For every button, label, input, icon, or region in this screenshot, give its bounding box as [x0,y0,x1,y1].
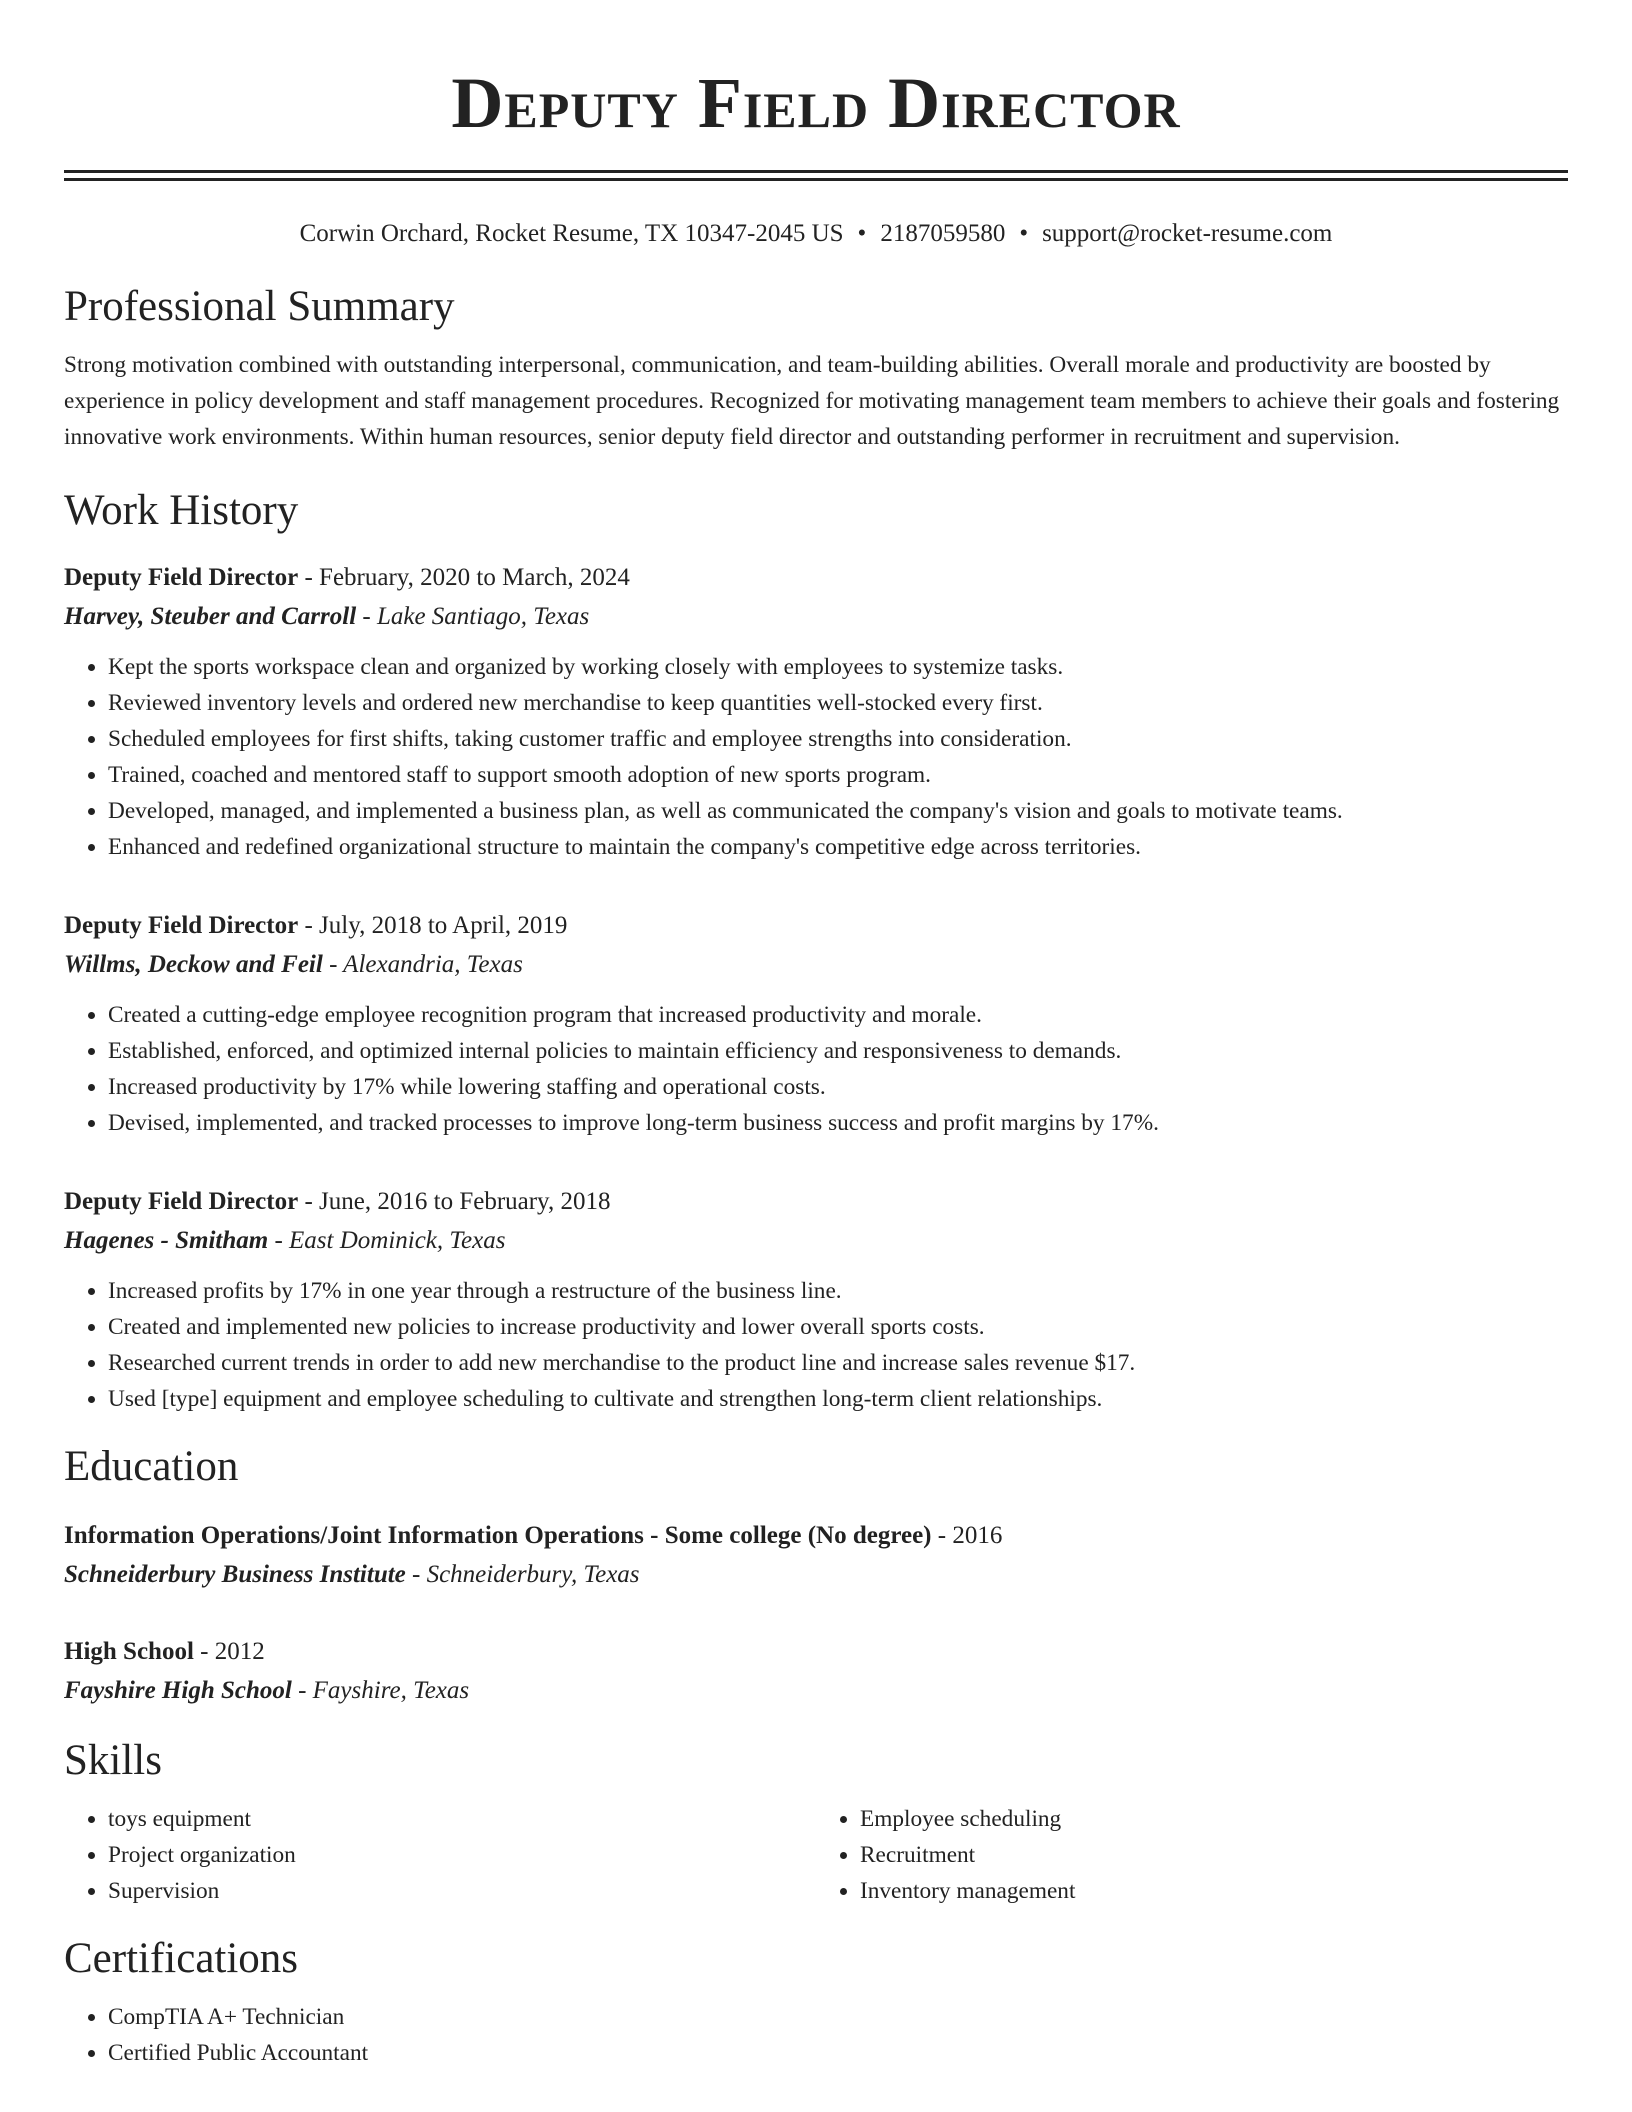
job-entry [64,559,1568,865]
resume-title: Deputy Field Director [451,63,1181,143]
skills-section [64,1733,1568,1909]
skill-item: • Employee scheduling [860,1801,1568,1837]
skill-item: • Supervision [108,1873,816,1909]
education-school: Schneiderbury Business Institute [64,1561,406,1588]
job-title: Deputy Field Director [64,564,299,591]
job-entry [64,907,1568,1141]
job-title-line [64,907,1568,945]
skills-heading: Skills [64,1737,162,1784]
job-company-line [64,945,1568,985]
education-degree: Information Operations/Joint Information Operations - Some college (No degree) [64,1522,932,1549]
contact-email: support@rocket-resume.com [1042,220,1333,247]
job-bullets [64,997,1568,1141]
job-dates: - July, 2018 to April, 2019 [298,912,568,939]
job-bullet: • Developed, managed, and implemented a business plan, as well as communicated the company's vision and goals to motivate teams. [108,793,1568,829]
job-bullet: • Used [type] equipment and employee scheduling to cultivate and strengthen long-term client relationships. [108,1381,1568,1417]
skill-item: • Project organization [108,1837,816,1873]
contact-separator: • [1019,220,1029,247]
job-entry [64,1183,1568,1417]
education-location: - Schneiderbury, Texas [405,1561,640,1588]
job-bullet: • Scheduled employees for first shifts, taking customer traffic and employee strengths into consideration. [108,721,1568,757]
skills-list-right [816,1801,1568,1909]
skills-list-left [64,1801,816,1909]
certifications-section [64,1931,1568,2071]
job-bullet: • Devised, implemented, and tracked processes to improve long-term business success and profit margins by 17%. [108,1105,1568,1141]
skill-item: • Inventory management [860,1873,1568,1909]
certification-item: • CompTIA A+ Technician [108,1999,1568,2035]
skills-columns [64,1801,1568,1909]
job-bullet: • Kept the sports workspace clean and organized by working closely with employees to systemize tasks. [108,649,1568,685]
job-location: - Alexandria, Texas [322,951,523,978]
contact-line [64,217,1568,251]
certification-item: • Certified Public Accountant [108,2035,1568,2071]
job-title-line [64,1183,1568,1221]
education-degree-line [64,1633,1568,1671]
work-history-section [64,483,1568,1417]
certifications-list [64,1999,1568,2071]
skill-item: • Recruitment [860,1837,1568,1873]
job-company: Hagenes - Smitham [64,1227,269,1254]
job-bullet: • Enhanced and redefined organizational structure to maintain the company's competitive edge across territories. [108,829,1568,865]
job-bullet: • Increased productivity by 17% while lowering staffing and operational costs. [108,1069,1568,1105]
job-company: Harvey, Steuber and Carroll [64,603,357,630]
summary-text: Strong motivation combined with outstanding interpersonal, communication, and team-building abilities. Overall morale and productivity are boosted by experience in policy development and staff management procedures. Recognized for motivating management team members to achieve their goals and fostering innovative work environments. Within human resources, senior deputy field director and outstanding performer in recruitment and supervision. [64,352,1560,450]
education-school-line [64,1671,1568,1711]
job-bullet: • Created a cutting-edge employee recognition program that increased productivity and morale. [108,997,1568,1033]
job-title: Deputy Field Director [64,1188,299,1215]
job-bullet: • Increased profits by 17% in one year through a restructure of the business line. [108,1273,1568,1309]
contact-phone: 2187059580 [880,220,1006,247]
education-entry [64,1517,1568,1595]
job-bullets [64,649,1568,865]
education-degree: High School [64,1638,194,1665]
job-bullet: • Trained, coached and mentored staff to support smooth adoption of new sports program. [108,757,1568,793]
job-title: Deputy Field Director [64,912,299,939]
work-history-heading: Work History [64,487,299,534]
summary-heading: Professional Summary [64,283,455,330]
job-dates: - February, 2020 to March, 2024 [298,564,630,591]
contact-address: Corwin Orchard, Rocket Resume, TX 10347-2045 US [299,220,844,247]
education-year: - 2016 [931,1522,1003,1549]
education-school: Fayshire High School [64,1677,292,1704]
job-title-line [64,559,1568,597]
title-double-rule [64,170,1568,181]
education-section [64,1439,1568,1711]
education-year: - 2012 [193,1638,265,1665]
certifications-heading: Certifications [64,1935,299,1982]
job-company-line [64,1221,1568,1261]
education-degree-line [64,1517,1568,1555]
education-entry [64,1633,1568,1711]
education-school-line [64,1555,1568,1595]
job-bullet: • Established, enforced, and optimized internal policies to maintain efficiency and responsiveness to demands. [108,1033,1568,1069]
education-heading: Education [64,1443,239,1490]
job-bullet: • Researched current trends in order to add new merchandise to the product line and increase sales revenue $17. [108,1345,1568,1381]
job-dates: - June, 2016 to February, 2018 [298,1188,611,1215]
job-location: - Lake Santiago, Texas [356,603,590,630]
skill-item: • toys equipment [108,1801,816,1837]
contact-separator: • [857,220,867,247]
summary-section [64,279,1568,455]
job-company-line [64,597,1568,637]
job-location: - East Dominick, Texas [268,1227,506,1254]
job-company: Willms, Deckow and Feil [64,951,323,978]
job-bullet: • Reviewed inventory levels and ordered new merchandise to keep quantities well-stocked every first. [108,685,1568,721]
job-bullets [64,1273,1568,1417]
education-location: - Fayshire, Texas [291,1677,470,1704]
job-bullet: • Created and implemented new policies to increase productivity and lower overall sports costs. [108,1309,1568,1345]
